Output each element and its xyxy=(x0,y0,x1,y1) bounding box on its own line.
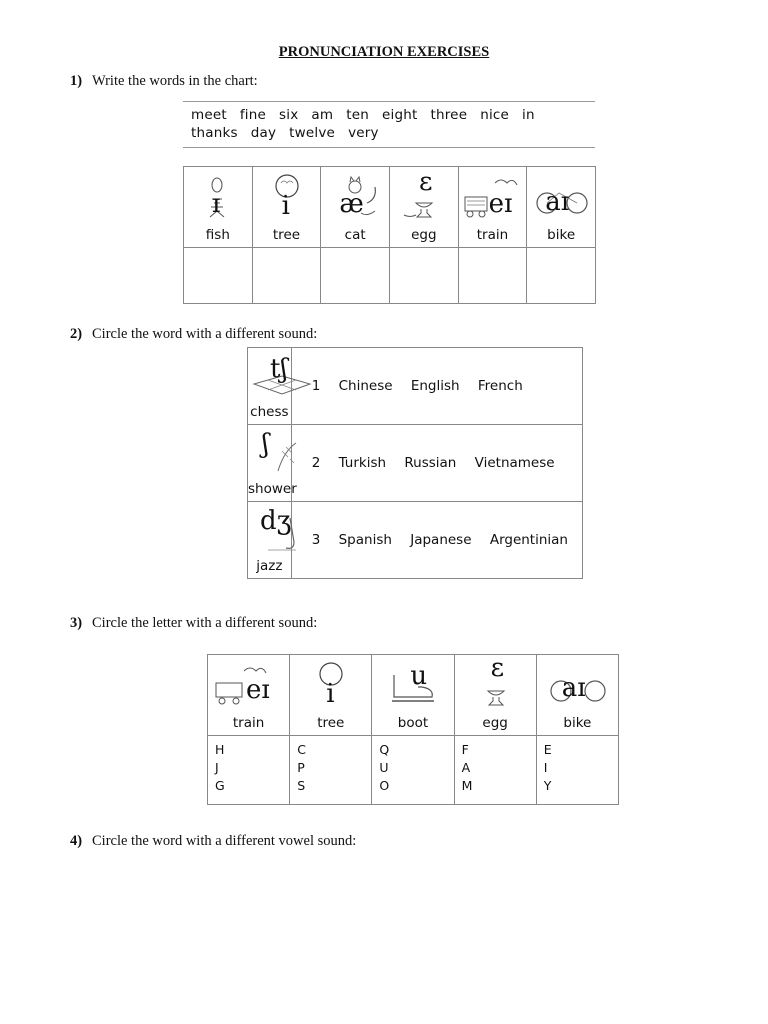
word-bank-word: very xyxy=(348,125,379,141)
letter-option[interactable]: C xyxy=(297,742,306,757)
letter-option[interactable]: I xyxy=(543,760,548,775)
chart-word: train xyxy=(232,715,265,731)
ipa-symbol: æ xyxy=(339,189,364,219)
question-text: Write the words in the chart: xyxy=(92,73,258,89)
word-bank-word: in xyxy=(522,107,535,123)
chart-word: fish xyxy=(205,227,230,243)
letter-cell xyxy=(290,736,372,805)
ipa-symbol: ɛ xyxy=(490,653,505,683)
question-2 xyxy=(70,326,317,343)
letter-option[interactable]: H xyxy=(215,742,225,757)
letter-option[interactable]: P xyxy=(297,760,305,775)
chart-word: bike xyxy=(547,227,576,243)
picture-word: shower xyxy=(248,481,297,497)
chart-header-train xyxy=(208,655,290,736)
letter-cell xyxy=(536,736,618,805)
letter-option[interactable]: U xyxy=(379,760,389,775)
letter-cell xyxy=(372,736,454,805)
chart-header-egg xyxy=(454,655,536,736)
ipa-symbol: tʃ xyxy=(270,354,288,384)
ipa-symbol: aɪ xyxy=(545,187,570,217)
chart-header-cat xyxy=(321,167,390,248)
word-option[interactable]: Argentinian xyxy=(489,532,568,548)
word-row xyxy=(291,348,582,425)
ipa-symbol: dʒ xyxy=(260,506,292,536)
chart-header-egg xyxy=(389,167,458,248)
ipa-symbol: eɪ xyxy=(488,189,513,219)
answer-cell[interactable] xyxy=(389,248,458,304)
word-bank-word: day xyxy=(250,125,277,141)
picture-word: chess xyxy=(250,404,289,420)
letter-option[interactable]: A xyxy=(461,760,471,775)
row-number: 3 xyxy=(311,532,321,548)
word-row xyxy=(291,425,582,502)
sound-words-table xyxy=(247,347,583,579)
question-number: 2) xyxy=(70,326,83,342)
question-text: Circle the word with a different sound: xyxy=(92,326,318,342)
word-bank-word: thanks xyxy=(191,125,238,141)
chart-header-boot xyxy=(372,655,454,736)
word-bank-word: nice xyxy=(480,107,510,123)
ipa-symbol: eɪ xyxy=(246,675,270,705)
row-number: 2 xyxy=(311,455,321,471)
answer-cell[interactable] xyxy=(458,248,527,304)
chart-header-bike xyxy=(536,655,618,736)
question-number: 3) xyxy=(70,615,83,631)
ipa-symbol: u xyxy=(410,661,428,691)
word-bank-word: twelve xyxy=(289,125,336,141)
answer-cell[interactable] xyxy=(321,248,390,304)
ipa-symbol: aɪ xyxy=(561,673,586,703)
word-option[interactable]: English xyxy=(410,378,460,394)
word-bank xyxy=(183,101,595,148)
answer-cell[interactable] xyxy=(252,248,321,304)
word-option[interactable]: Vietnamese xyxy=(474,455,555,471)
ipa-symbol: i xyxy=(281,191,290,221)
row-number: 1 xyxy=(311,378,321,394)
answer-cell[interactable] xyxy=(527,248,596,304)
letter-option[interactable]: O xyxy=(379,778,390,793)
letter-cell xyxy=(208,736,290,805)
ipa-symbol: ɛ xyxy=(418,167,433,197)
ipa-symbol: ɪ xyxy=(212,189,221,219)
letter-option[interactable]: Y xyxy=(543,778,552,793)
word-option[interactable]: Turkish xyxy=(338,455,387,471)
chart-word: train xyxy=(476,227,509,243)
chart-word: egg xyxy=(411,227,437,243)
chart-header-bike xyxy=(527,167,596,248)
question-text: Circle the word with a different vowel sound: xyxy=(92,833,357,849)
word-option[interactable]: Chinese xyxy=(338,378,393,394)
letter-sound-chart xyxy=(207,654,619,805)
letter-cell xyxy=(454,736,536,805)
word-option[interactable]: French xyxy=(477,378,523,394)
question-4 xyxy=(70,833,356,850)
chart-word: tree xyxy=(317,715,345,731)
letter-option[interactable]: Q xyxy=(379,742,390,757)
word-bank-word: eight xyxy=(382,107,418,123)
word-bank-word: am xyxy=(311,107,334,123)
shower-cell xyxy=(248,425,297,502)
chart-word: boot xyxy=(397,715,429,731)
letter-option[interactable]: E xyxy=(543,742,552,757)
letter-option[interactable]: M xyxy=(461,778,473,793)
answer-cell[interactable] xyxy=(184,248,253,304)
question-number: 1) xyxy=(70,73,83,89)
word-row xyxy=(291,502,582,579)
word-bank-word: six xyxy=(279,107,299,123)
word-bank-word: fine xyxy=(239,107,267,123)
chart-header-fish xyxy=(184,167,253,248)
letter-option[interactable]: J xyxy=(215,760,219,775)
chart-word: tree xyxy=(272,227,301,243)
question-3 xyxy=(70,615,317,632)
question-text: Circle the letter with a different sound: xyxy=(92,615,318,631)
word-option[interactable]: Russian xyxy=(404,455,457,471)
jazz-cell xyxy=(248,502,292,579)
question-number: 4) xyxy=(70,833,83,849)
page-title: PRONUNCIATION EXERCISES xyxy=(278,44,490,60)
word-option[interactable]: Japanese xyxy=(410,532,472,548)
chart-header-tree xyxy=(252,167,321,248)
word-bank-line-1 xyxy=(191,107,548,123)
ipa-symbol: ʃ xyxy=(262,429,270,459)
word-bank-word: meet xyxy=(191,107,227,123)
chart-header-tree xyxy=(290,655,372,736)
chart-header-train xyxy=(458,167,527,248)
picture-word: jazz xyxy=(256,558,283,574)
chart-word: bike xyxy=(563,715,592,731)
word-bank-word: ten xyxy=(346,107,369,123)
ipa-symbol: i xyxy=(326,679,335,709)
letter-option[interactable]: F xyxy=(461,742,469,757)
word-bank-word: three xyxy=(430,107,468,123)
letter-option[interactable]: G xyxy=(215,778,225,793)
question-1 xyxy=(70,73,258,90)
letter-option[interactable]: S xyxy=(297,778,306,793)
sound-chart xyxy=(183,166,596,304)
chess-cell xyxy=(248,348,292,425)
word-option[interactable]: Spanish xyxy=(338,532,392,548)
chart-word: egg xyxy=(482,715,508,731)
word-bank-line-2 xyxy=(191,125,392,141)
chart-word: cat xyxy=(344,227,366,243)
